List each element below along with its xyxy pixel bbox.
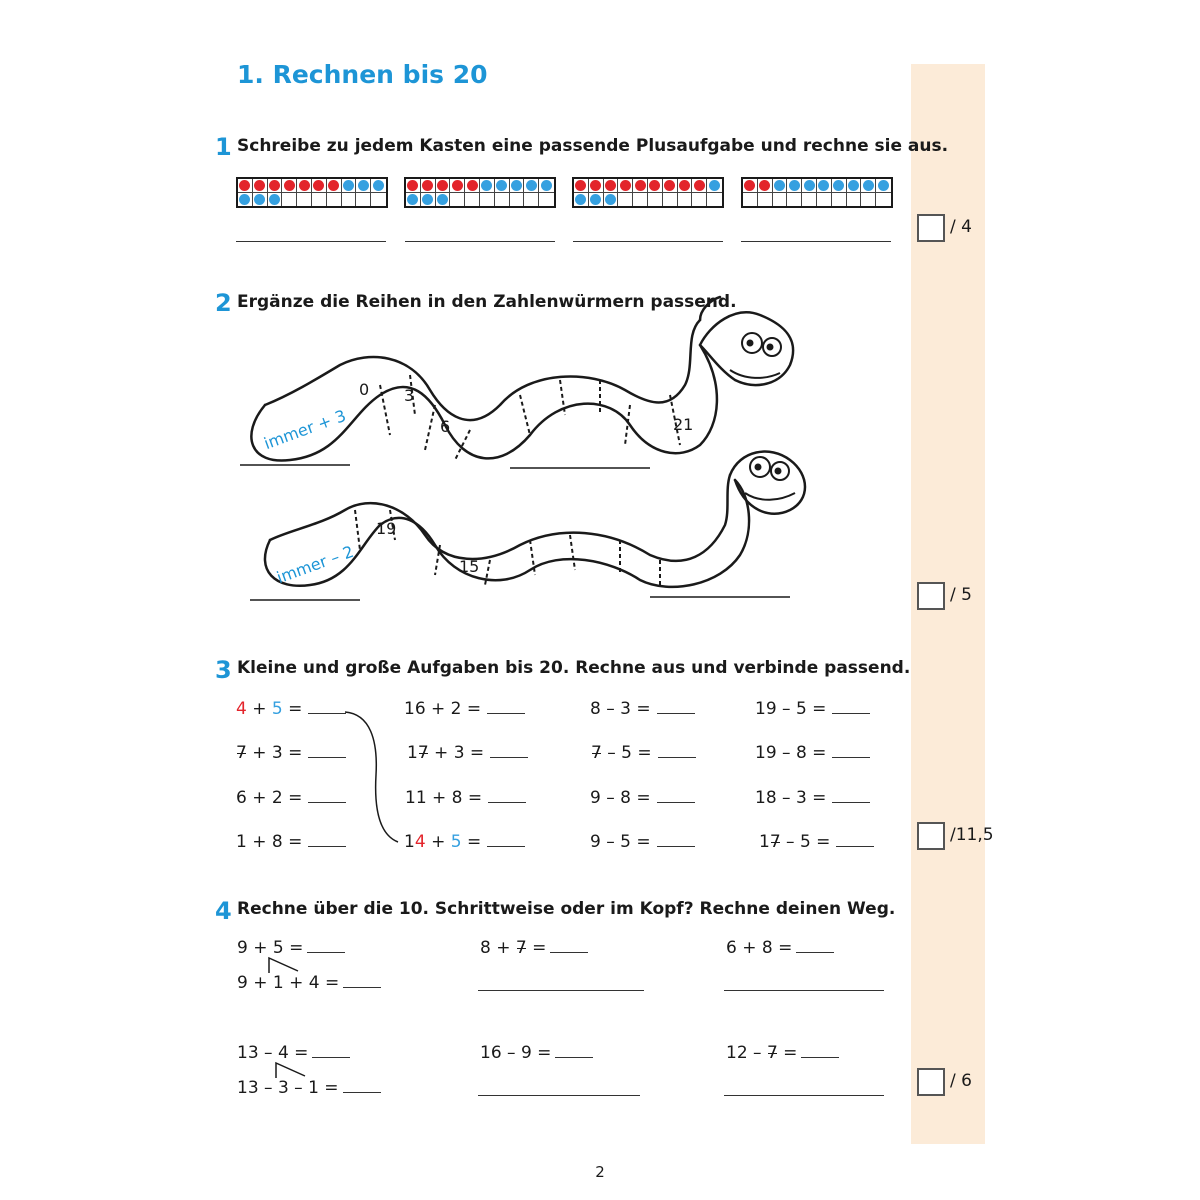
frame-cell: [589, 179, 604, 193]
equation: 7 + 3 =: [236, 743, 346, 763]
task-4-instruction: Rechne über die 10. Schrittweise oder im Kopf? Rechne deinen Weg.: [237, 899, 896, 919]
frame-cell: [758, 193, 773, 207]
frame-cell: [539, 193, 554, 207]
answer-blank[interactable]: [343, 973, 381, 988]
score-label-task-2: / 5: [950, 585, 972, 605]
frame-cell: [356, 193, 371, 207]
frame-cell: [876, 193, 891, 207]
task-4-number: 4: [215, 897, 232, 925]
frame-cell: [678, 179, 693, 193]
answer-blank[interactable]: [555, 1043, 593, 1058]
frame-cell: [678, 193, 693, 207]
answer-blank[interactable]: [658, 743, 696, 758]
frame-cell: [268, 193, 283, 207]
split-arrow: [266, 955, 306, 975]
answer-blank[interactable]: [343, 1078, 381, 1093]
frame-cell: [282, 193, 297, 207]
frame-cell: [282, 179, 297, 193]
blue-counter-dot: [833, 180, 844, 191]
blue-counter-dot: [422, 194, 433, 205]
blue-counter-dot: [511, 180, 522, 191]
task-1-instruction: Schreibe zu jedem Kasten eine passende Plusaufgabe und rechne sie aus.: [237, 136, 949, 156]
frame-cell: [707, 193, 722, 207]
frame-cell: [663, 193, 678, 207]
red-counter-dot: [605, 180, 616, 191]
answer-blank[interactable]: [550, 938, 588, 953]
frame-cell: [817, 179, 832, 193]
red-counter-dot: [284, 180, 295, 191]
frame-cell: [574, 179, 589, 193]
blue-counter-dot: [789, 180, 800, 191]
equation: 9 + 1 + 4 =: [237, 973, 381, 993]
equation: 9 – 8 =: [590, 788, 695, 808]
frame-cell: [876, 179, 891, 193]
answer-line[interactable]: [478, 1095, 640, 1096]
score-label-task-4: / 6: [950, 1071, 972, 1091]
red-counter-dot: [649, 180, 660, 191]
red-counter-dot: [590, 180, 601, 191]
answer-blank[interactable]: [836, 832, 874, 847]
frame-cell: [268, 179, 283, 193]
equation: 16 – 9 =: [480, 1043, 593, 1063]
frame-cell: [618, 179, 633, 193]
frame-cell: [421, 179, 436, 193]
task-2-number: 2: [215, 289, 232, 317]
worm-1: [251, 297, 793, 461]
twenty-frame-2: [404, 177, 556, 208]
red-counter-dot: [664, 180, 675, 191]
frame-cell: [480, 193, 495, 207]
frame-cell: [371, 179, 386, 193]
frame-cell: [802, 179, 817, 193]
task-3-number: 3: [215, 656, 232, 684]
answer-blank[interactable]: [657, 832, 695, 847]
equation: 1 + 8 =: [236, 832, 346, 852]
frame-cell: [297, 179, 312, 193]
score-label-task-1: / 4: [950, 217, 972, 237]
frame-cell: [253, 193, 268, 207]
score-box-task-1[interactable]: [917, 214, 945, 242]
frame-cell: [495, 193, 510, 207]
frame-cell: [342, 193, 357, 207]
frame-cell: [618, 193, 633, 207]
worm-2-number: 15: [459, 557, 480, 576]
equation: 11 + 8 =: [405, 788, 526, 808]
blue-counter-dot: [526, 180, 537, 191]
blue-counter-dot: [239, 194, 250, 205]
frame-cell: [802, 193, 817, 207]
frame-cell: [312, 179, 327, 193]
equation: 17 + 3 =: [407, 743, 528, 763]
equation: 13 – 3 – 1 =: [237, 1078, 381, 1098]
task-1-number: 1: [215, 133, 232, 161]
split-arrow: [273, 1060, 313, 1080]
answer-blank[interactable]: [307, 938, 345, 953]
frame-cell: [648, 179, 663, 193]
frame-cell: [371, 193, 386, 207]
red-counter-dot: [635, 180, 646, 191]
frame-cell: [524, 193, 539, 207]
answer-line[interactable]: [724, 990, 884, 991]
blue-counter-dot: [254, 194, 265, 205]
frame-cell: [510, 179, 525, 193]
frame-cell: [465, 193, 480, 207]
page-number: 2: [595, 1163, 605, 1181]
equation: 6 + 2 =: [236, 788, 346, 808]
equation: 8 + 7 =: [480, 938, 588, 958]
answer-line[interactable]: [405, 241, 555, 242]
worm-1-face: [730, 333, 781, 378]
answer-blank[interactable]: [832, 788, 870, 803]
connecting-arc: [340, 700, 410, 850]
frame-cell: [465, 179, 480, 193]
red-counter-dot: [679, 180, 690, 191]
equation: 9 + 5 =: [237, 938, 345, 958]
score-box-task-2[interactable]: [917, 582, 945, 610]
red-counter-dot: [313, 180, 324, 191]
frame-cell: [589, 193, 604, 207]
worm-2-face: [745, 457, 795, 500]
frame-cell: [743, 179, 758, 193]
blue-counter-dot: [804, 180, 815, 191]
blue-counter-dot: [590, 194, 601, 205]
red-counter-dot: [254, 180, 265, 191]
frame-cell: [861, 193, 876, 207]
equation: 9 – 5 =: [590, 832, 695, 852]
answer-blank[interactable]: [312, 1043, 350, 1058]
blue-counter-dot: [269, 194, 280, 205]
worm-2-number: 19: [376, 519, 397, 538]
red-counter-dot: [269, 180, 280, 191]
answer-blank[interactable]: [487, 699, 525, 714]
frame-cell: [817, 193, 832, 207]
frame-cell: [663, 179, 678, 193]
frame-cell: [327, 179, 342, 193]
frame-cell: [406, 193, 421, 207]
worm-1-number: 6: [440, 417, 451, 436]
red-counter-dot: [407, 180, 418, 191]
red-counter-dot: [467, 180, 478, 191]
frame-cell: [436, 193, 451, 207]
equation: 14 + 5 =: [404, 832, 525, 852]
blue-counter-dot: [496, 180, 507, 191]
worm-2-rule: immer – 2: [274, 541, 357, 588]
blue-counter-dot: [818, 180, 829, 191]
blue-counter-dot: [878, 180, 889, 191]
answer-line[interactable]: [478, 990, 644, 991]
equation: 6 + 8 =: [726, 938, 834, 958]
worm-2: [265, 452, 805, 587]
score-box-task-4[interactable]: [917, 1068, 945, 1096]
red-counter-dot: [575, 180, 586, 191]
equation: 12 – 7 =: [726, 1043, 839, 1063]
frame-cell: [832, 179, 847, 193]
frame-cell: [450, 193, 465, 207]
frame-cell: [342, 179, 357, 193]
red-counter-dot: [744, 180, 755, 191]
blue-counter-dot: [848, 180, 859, 191]
frame-cell: [574, 193, 589, 207]
blue-counter-dot: [481, 180, 492, 191]
answer-blank[interactable]: [657, 788, 695, 803]
blue-counter-dot: [358, 180, 369, 191]
frame-cell: [421, 193, 436, 207]
red-counter-dot: [239, 180, 250, 191]
worm-1-number: 0: [359, 380, 370, 399]
frame-cell: [450, 179, 465, 193]
worm-2-stripes: [355, 510, 660, 585]
frame-cell: [847, 193, 862, 207]
frame-cell: [356, 179, 371, 193]
frame-cell: [297, 193, 312, 207]
frame-cell: [648, 193, 663, 207]
equation: 18 – 3 =: [755, 788, 870, 808]
blue-counter-dot: [541, 180, 552, 191]
frame-cell: [773, 193, 788, 207]
blue-counter-dot: [605, 194, 616, 205]
worm-1-number: 21: [673, 415, 694, 434]
blue-counter-dot: [437, 194, 448, 205]
frame-cell: [847, 179, 862, 193]
equation: 17 – 5 =: [759, 832, 874, 852]
frame-cell: [253, 179, 268, 193]
equation: 13 – 4 =: [237, 1043, 350, 1063]
red-counter-dot: [437, 180, 448, 191]
worm-1-stripes: [380, 375, 680, 460]
red-counter-dot: [620, 180, 631, 191]
blue-counter-dot: [774, 180, 785, 191]
task-2-instruction: Ergänze die Reihen in den Zahlenwürmern passend.: [237, 292, 737, 312]
equation: 4 + 5 =: [236, 699, 346, 719]
frame-cell: [832, 193, 847, 207]
red-counter-dot: [299, 180, 310, 191]
answer-line[interactable]: [741, 241, 891, 242]
frame-cell: [743, 193, 758, 207]
twenty-frame-3: [572, 177, 724, 208]
twenty-frame-1: [236, 177, 388, 208]
frame-cell: [692, 193, 707, 207]
frame-cell: [238, 179, 253, 193]
answer-line[interactable]: [573, 241, 723, 242]
frame-cell: [436, 179, 451, 193]
answer-blank[interactable]: [487, 832, 525, 847]
frame-cell: [539, 179, 554, 193]
frame-cell: [787, 193, 802, 207]
score-label-task-3: /11,5: [950, 825, 994, 845]
frame-cell: [633, 179, 648, 193]
worm-1-number: 3: [404, 386, 415, 405]
answer-blank[interactable]: [488, 788, 526, 803]
frame-cell: [524, 179, 539, 193]
red-counter-dot: [422, 180, 433, 191]
answer-blank[interactable]: [832, 743, 870, 758]
red-counter-dot: [452, 180, 463, 191]
frame-cell: [480, 179, 495, 193]
red-counter-dot: [694, 180, 705, 191]
frame-cell: [604, 193, 619, 207]
frame-cell: [604, 179, 619, 193]
frame-cell: [495, 179, 510, 193]
task-3-instruction: Kleine und große Aufgaben bis 20. Rechne aus und verbinde passend.: [237, 658, 911, 678]
frame-cell: [510, 193, 525, 207]
equation: 16 + 2 =: [404, 699, 525, 719]
frame-cell: [692, 179, 707, 193]
frame-cell: [238, 193, 253, 207]
blue-counter-dot: [863, 180, 874, 191]
frame-cell: [312, 193, 327, 207]
blue-counter-dot: [709, 180, 720, 191]
frame-cell: [773, 179, 788, 193]
equation: 7 – 5 =: [591, 743, 696, 763]
blue-counter-dot: [373, 180, 384, 191]
answer-blank[interactable]: [801, 1043, 839, 1058]
blue-counter-dot: [575, 194, 586, 205]
frame-cell: [707, 179, 722, 193]
page-title: 1. Rechnen bis 20: [237, 60, 488, 89]
equation: 8 – 3 =: [590, 699, 695, 719]
answer-blank[interactable]: [796, 938, 834, 953]
frame-cell: [406, 179, 421, 193]
answer-line[interactable]: [724, 1095, 884, 1096]
worm-1-rule: immer + 3: [261, 405, 349, 454]
equation: 19 – 8 =: [755, 743, 870, 763]
frame-cell: [327, 193, 342, 207]
frame-cell: [758, 179, 773, 193]
answer-blank[interactable]: [490, 743, 528, 758]
blue-counter-dot: [343, 180, 354, 191]
answer-blank[interactable]: [657, 699, 695, 714]
frame-cell: [787, 179, 802, 193]
twenty-frame-4: [741, 177, 893, 208]
answer-line[interactable]: [236, 241, 386, 242]
red-counter-dot: [759, 180, 770, 191]
blue-counter-dot: [407, 194, 418, 205]
score-box-task-3[interactable]: [917, 822, 945, 850]
red-counter-dot: [328, 180, 339, 191]
frame-cell: [633, 193, 648, 207]
frame-cell: [861, 179, 876, 193]
equation: 19 – 5 =: [755, 699, 870, 719]
answer-blank[interactable]: [832, 699, 870, 714]
